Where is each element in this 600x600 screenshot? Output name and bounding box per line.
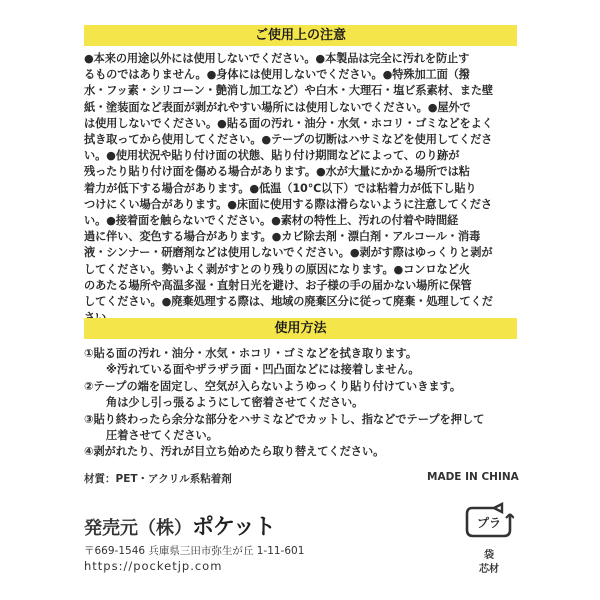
usage-step-text: ④剥がれたり、汚れが目立ち始めたら取り替えてください。	[84, 445, 385, 459]
caution-line: 拭き取ってから使用してください。●テープの切断はハサミなどを使用してくださ	[84, 133, 493, 147]
caution-line: 液・シンナー・研磨剤などは使用しないでください。●剥がす際はゆっくりと剥が	[84, 246, 493, 260]
usage-step-note: 角は少し引っ張るようにして密着させてください。	[106, 396, 364, 410]
caution-line: は使用しないでください。●貼る面の汚れ・油分・水気・ホコリ・ゴミなどをよく	[84, 116, 493, 130]
caution-line: い。●使用状況や貼り付け面の状態、貼り付け期間などによって、のり跡が	[84, 149, 460, 163]
brand-logo: ポケット	[192, 515, 275, 540]
caution-line: 着力が低下する場合があります。●低温（10℃以下）では粘着力が低下し貼り	[84, 181, 477, 195]
usage-step-text: ③貼り終わったら余分な部分をハサミなどでカットし、指などでテープを押して	[84, 412, 485, 426]
caution-line: ●本来の用途以外には使用しないでください。●本製品は完全に汚れを防止す	[84, 52, 470, 65]
usage-step-note: 圧着させてください。	[106, 429, 218, 443]
caution-line: してください。勢いよく剥がすとのり残りの原因になります。●コンロなど火	[84, 262, 470, 276]
caution-line: つけにくい場合があります。●床面に使用する際は滑らないように注意してくださ	[84, 197, 492, 211]
usage-steps	[84, 346, 524, 461]
usage-step	[84, 444, 524, 460]
usage-step-text: ①貼る面の汚れ・油分・水気・ホコリ・ゴミなどを拭き取ります。	[84, 347, 418, 360]
recycle-label-core: 芯材	[479, 564, 499, 575]
caution-line: 紙・塗装面など表面が剥がれやすい場所には使用しないでください。●屋外で	[84, 100, 471, 114]
usage-step-text: ②テープの端を固定し、空気が入らないようゆっくり貼り付けていきます。	[84, 379, 462, 393]
caution-line: してください。●廃棄処理する際は、地域の廃棄区分に従って廃棄・処理してくだ	[84, 295, 493, 309]
cautions-text	[84, 51, 517, 326]
seller-url: https://pocketjp.com	[84, 559, 223, 573]
caution-line: のあたる場所や高温多湿・直射日光を避け、お子様の手の届かない場所に保管	[84, 278, 472, 292]
plastic-recycling-icon	[464, 502, 514, 542]
seller-address: 〒669-1546 兵庫県三田市弥生が丘 1-11-601	[84, 545, 305, 557]
seller-label: 発売元（株）	[84, 518, 192, 539]
seller-line	[84, 510, 275, 541]
caution-line: 水・フッ素・シリコーン・艶消し加工など）や白木・大理石・塩ビ系素材、また壁	[84, 84, 494, 98]
recycle-label-bag: 袋	[484, 550, 494, 561]
caution-line: 残ったり貼り付け面を傷める場合があります。●水が大量にかかる場所では粘	[84, 165, 470, 179]
recycle-mark-text: プラ	[476, 516, 502, 530]
usage-step	[84, 379, 524, 412]
usage-title: 使用方法	[84, 318, 517, 339]
usage-step	[84, 346, 524, 379]
usage-step	[84, 412, 524, 445]
cautions-title: ご使用上の注意	[84, 25, 517, 46]
caution-line: るものではありません。●身体には使用しないでください。●特殊加工面（撥	[84, 68, 470, 82]
caution-line: い。●接着面を触らないでください。●素材の特性上、汚れの付着や時間経	[84, 214, 459, 228]
usage-step-note: ※汚れている面やザラザラ面・凹凸面などには接着しません。	[106, 363, 420, 377]
origin-text: MADE IN CHINA	[427, 471, 519, 483]
material-text: 材質：PET・アクリル系粘着剤	[84, 473, 232, 485]
caution-line: 過に伴い、変色する場合があります。●カビ除去剤・漂白剤・アルコール・消毒	[84, 230, 481, 244]
